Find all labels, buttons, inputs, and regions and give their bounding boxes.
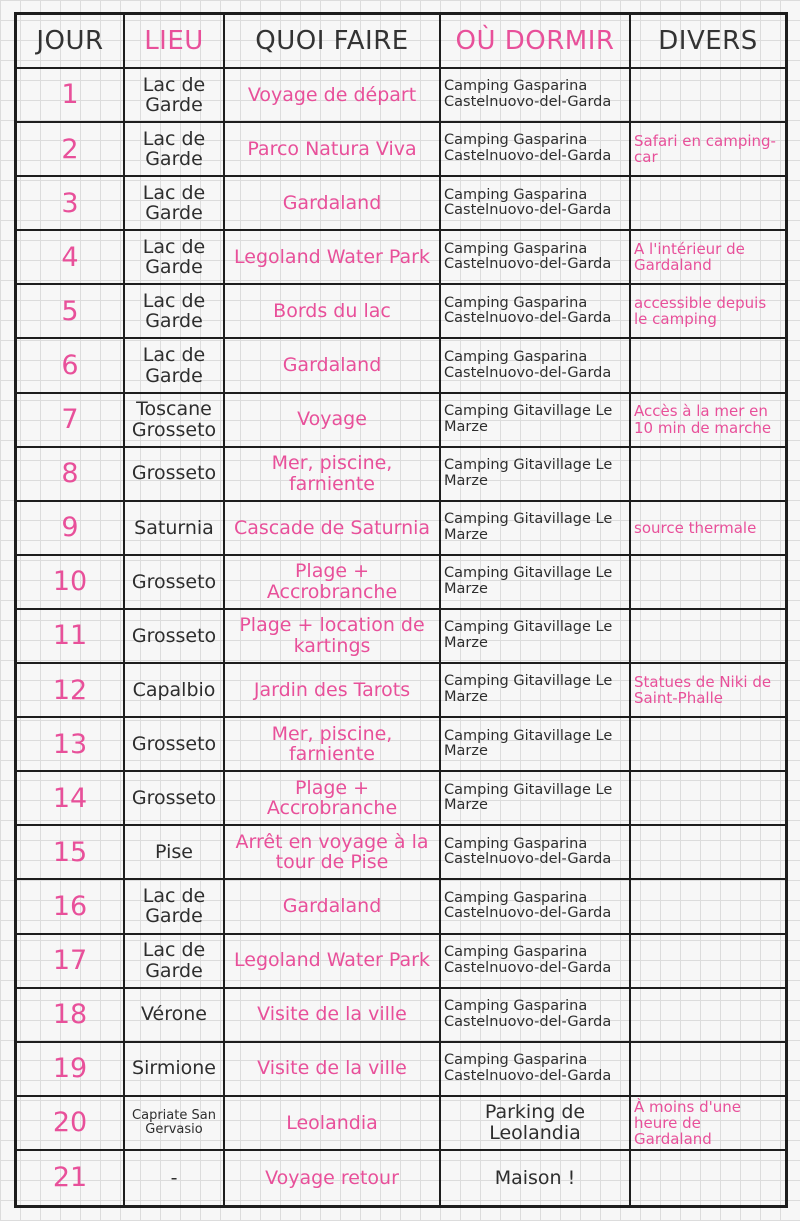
place-cell-12: Capalbio	[125, 664, 225, 718]
notes-cell-2: Safari en camping-car	[631, 123, 785, 177]
lodging-cell-2: Camping Gasparina Castelnuovo-del-Garda	[441, 123, 631, 177]
lodging-cell-14: Camping Gitavillage Le Marze	[441, 772, 631, 826]
place-cell-16: Lac de Garde	[125, 880, 225, 934]
lodging-cell-19: Camping Gasparina Castelnuovo-del-Garda	[441, 1043, 631, 1097]
notes-cell-11	[631, 610, 785, 664]
notes-cell-7: Accès à la mer en 10 min de marche	[631, 394, 785, 448]
place-cell-2: Lac de Garde	[125, 123, 225, 177]
day-number-8: 8	[17, 448, 125, 502]
day-number-14: 14	[17, 772, 125, 826]
day-number-15: 15	[17, 826, 125, 880]
activity-cell-21: Voyage retour	[225, 1151, 441, 1205]
notes-cell-9: source thermale	[631, 502, 785, 556]
place-cell-10: Grosseto	[125, 556, 225, 610]
notes-cell-8	[631, 448, 785, 502]
place-cell-11: Grosseto	[125, 610, 225, 664]
day-number-9: 9	[17, 502, 125, 556]
day-number-21: 21	[17, 1151, 125, 1205]
place-cell-19: Sirmione	[125, 1043, 225, 1097]
lodging-cell-21: Maison !	[441, 1151, 631, 1205]
header-divers: DIVERS	[631, 15, 785, 69]
day-number-7: 7	[17, 394, 125, 448]
header-jour: JOUR	[17, 15, 125, 69]
lodging-cell-20: Parking de Leolandia	[441, 1097, 631, 1151]
place-cell-15: Pise	[125, 826, 225, 880]
header-ou-dormir: OÙ DORMIR	[441, 15, 631, 69]
day-number-20: 20	[17, 1097, 125, 1151]
day-number-18: 18	[17, 989, 125, 1043]
day-number-11: 11	[17, 610, 125, 664]
header-quoi-faire: QUOI FAIRE	[225, 15, 441, 69]
itinerary-table	[14, 12, 788, 1208]
activity-cell-11: Plage + location de kartings	[225, 610, 441, 664]
notes-cell-5: accessible depuis le camping	[631, 285, 785, 339]
lodging-cell-5: Camping Gasparina Castelnuovo-del-Garda	[441, 285, 631, 339]
activity-cell-3: Gardaland	[225, 177, 441, 231]
place-cell-21: -	[125, 1151, 225, 1205]
lodging-cell-9: Camping Gitavillage Le Marze	[441, 502, 631, 556]
place-cell-14: Grosseto	[125, 772, 225, 826]
notes-cell-6	[631, 339, 785, 393]
day-number-10: 10	[17, 556, 125, 610]
activity-cell-17: Legoland Water Park	[225, 935, 441, 989]
place-cell-4: Lac de Garde	[125, 231, 225, 285]
lodging-cell-17: Camping Gasparina Castelnuovo-del-Garda	[441, 935, 631, 989]
activity-cell-15: Arrêt en voyage à la tour de Pise	[225, 826, 441, 880]
lodging-cell-3: Camping Gasparina Castelnuovo-del-Garda	[441, 177, 631, 231]
lodging-cell-10: Camping Gitavillage Le Marze	[441, 556, 631, 610]
place-cell-18: Vérone	[125, 989, 225, 1043]
lodging-cell-1: Camping Gasparina Castelnuovo-del-Garda	[441, 69, 631, 123]
day-number-3: 3	[17, 177, 125, 231]
activity-cell-2: Parco Natura Viva	[225, 123, 441, 177]
day-number-17: 17	[17, 935, 125, 989]
place-cell-20: Capriate San Gervasio	[125, 1097, 225, 1151]
notes-cell-17	[631, 935, 785, 989]
activity-cell-8: Mer, piscine, farniente	[225, 448, 441, 502]
notes-cell-20: À moins d'une heure de Gardaland	[631, 1097, 785, 1151]
lodging-cell-8: Camping Gitavillage Le Marze	[441, 448, 631, 502]
place-cell-17: Lac de Garde	[125, 935, 225, 989]
notes-cell-15	[631, 826, 785, 880]
notes-cell-1	[631, 69, 785, 123]
notes-cell-10	[631, 556, 785, 610]
day-number-1: 1	[17, 69, 125, 123]
day-number-5: 5	[17, 285, 125, 339]
activity-cell-5: Bords du lac	[225, 285, 441, 339]
place-cell-6: Lac de Garde	[125, 339, 225, 393]
day-number-4: 4	[17, 231, 125, 285]
activity-cell-7: Voyage	[225, 394, 441, 448]
place-cell-7: Toscane Grosseto	[125, 394, 225, 448]
notes-cell-13	[631, 718, 785, 772]
lodging-cell-7: Camping Gitavillage Le Marze	[441, 394, 631, 448]
lodging-cell-13: Camping Gitavillage Le Marze	[441, 718, 631, 772]
lodging-cell-4: Camping Gasparina Castelnuovo-del-Garda	[441, 231, 631, 285]
activity-cell-6: Gardaland	[225, 339, 441, 393]
day-number-6: 6	[17, 339, 125, 393]
activity-cell-9: Cascade de Saturnia	[225, 502, 441, 556]
activity-cell-20: Leolandia	[225, 1097, 441, 1151]
lodging-cell-18: Camping Gasparina Castelnuovo-del-Garda	[441, 989, 631, 1043]
activity-cell-18: Visite de la ville	[225, 989, 441, 1043]
place-cell-9: Saturnia	[125, 502, 225, 556]
place-cell-1: Lac de Garde	[125, 69, 225, 123]
notes-cell-12: Statues de Niki de Saint-Phalle	[631, 664, 785, 718]
day-number-13: 13	[17, 718, 125, 772]
day-number-16: 16	[17, 880, 125, 934]
place-cell-5: Lac de Garde	[125, 285, 225, 339]
place-cell-8: Grosseto	[125, 448, 225, 502]
activity-cell-13: Mer, piscine, farniente	[225, 718, 441, 772]
day-number-19: 19	[17, 1043, 125, 1097]
notes-cell-4: A l'intérieur de Gardaland	[631, 231, 785, 285]
notes-cell-21	[631, 1151, 785, 1205]
notes-cell-16	[631, 880, 785, 934]
activity-cell-14: Plage + Accrobranche	[225, 772, 441, 826]
place-cell-13: Grosseto	[125, 718, 225, 772]
lodging-cell-11: Camping Gitavillage Le Marze	[441, 610, 631, 664]
activity-cell-16: Gardaland	[225, 880, 441, 934]
activity-cell-10: Plage + Accrobranche	[225, 556, 441, 610]
activity-cell-4: Legoland Water Park	[225, 231, 441, 285]
activity-cell-1: Voyage de départ	[225, 69, 441, 123]
lodging-cell-16: Camping Gasparina Castelnuovo-del-Garda	[441, 880, 631, 934]
lodging-cell-6: Camping Gasparina Castelnuovo-del-Garda	[441, 339, 631, 393]
notes-cell-18	[631, 989, 785, 1043]
day-number-2: 2	[17, 123, 125, 177]
header-lieu: LIEU	[125, 15, 225, 69]
notes-cell-14	[631, 772, 785, 826]
lodging-cell-15: Camping Gasparina Castelnuovo-del-Garda	[441, 826, 631, 880]
notes-cell-3	[631, 177, 785, 231]
lodging-cell-12: Camping Gitavillage Le Marze	[441, 664, 631, 718]
activity-cell-12: Jardin des Tarots	[225, 664, 441, 718]
day-number-12: 12	[17, 664, 125, 718]
notes-cell-19	[631, 1043, 785, 1097]
place-cell-3: Lac de Garde	[125, 177, 225, 231]
activity-cell-19: Visite de la ville	[225, 1043, 441, 1097]
